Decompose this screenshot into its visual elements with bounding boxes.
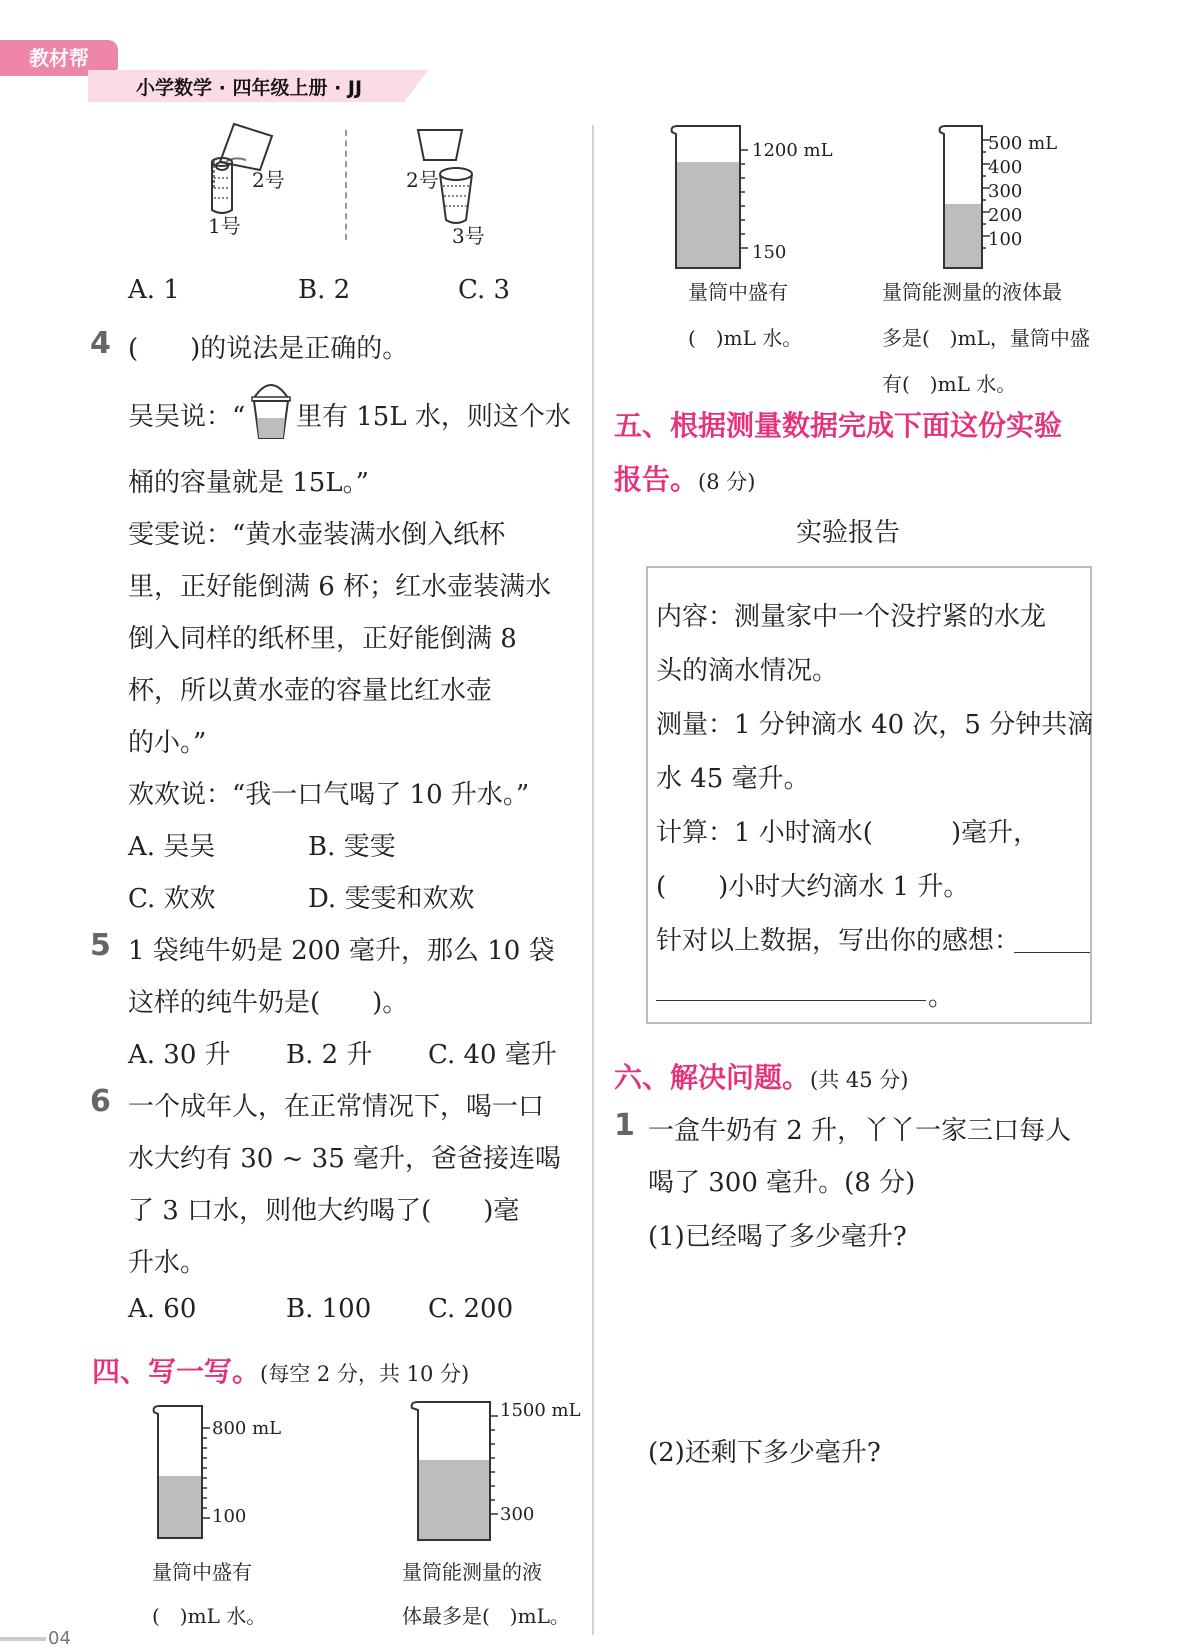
s6-q1-number: 1 bbox=[614, 1108, 635, 1143]
section5-title-cont: 报告。(8 分) bbox=[614, 463, 756, 496]
cyl3-caption: 量筒中盛有 bbox=[688, 280, 788, 304]
cyl2-caption: 量筒能测量的液 bbox=[402, 1560, 542, 1584]
section4-title: 四、写一写。(每空 2 分，共 10 分) bbox=[92, 1355, 470, 1388]
q6-option-c[interactable]: C. 200 bbox=[428, 1294, 514, 1324]
q6-line: 水大约有 30 ~ 35 毫升，爸爸接连喝 bbox=[128, 1144, 562, 1174]
cyl2-bottom-label: 300 bbox=[500, 1504, 535, 1525]
label-cup-3: 3号 bbox=[452, 224, 485, 248]
q3-option-c[interactable]: C. 3 bbox=[458, 275, 511, 305]
answer-line[interactable] bbox=[1014, 952, 1090, 953]
report-line: 内容：测量家中一个没拧紧的水龙 bbox=[656, 602, 1047, 632]
report-line: ( )小时大约滴水 1 升。 bbox=[656, 872, 970, 902]
q6-option-b[interactable]: B. 100 bbox=[286, 1294, 372, 1324]
cyl4-tick-label: 200 bbox=[988, 205, 1023, 226]
q4-line: 欢欢说：“我一口气喝了 10 升水。” bbox=[128, 780, 530, 810]
q4-option-b[interactable]: B. 雯雯 bbox=[308, 832, 396, 862]
q5-option-b[interactable]: B. 2 升 bbox=[286, 1040, 373, 1070]
brand-tag: 教材帮 bbox=[0, 40, 118, 76]
q3-option-b[interactable]: B. 2 bbox=[298, 275, 351, 305]
cyl4-caption-blank: 有( )mL 水。 bbox=[882, 372, 1017, 396]
q5-number: 5 bbox=[90, 928, 111, 963]
cyl4-tick-label: 300 bbox=[988, 181, 1023, 202]
q5-option-a[interactable]: A. 30 升 bbox=[128, 1040, 231, 1070]
q4-line: 杯，所以黄水壶的容量比红水壶 bbox=[128, 676, 493, 706]
s6-q1-sub1: (1)已经喝了多少毫升? bbox=[648, 1222, 907, 1252]
q6-option-a[interactable]: A. 60 bbox=[128, 1294, 197, 1324]
cyl4-caption: 量筒能测量的液体最 bbox=[882, 280, 1062, 304]
cyl1-caption-blank: ( )mL 水。 bbox=[152, 1604, 267, 1628]
q4-stem: ( )的说法是正确的。 bbox=[128, 334, 409, 364]
s6-q1-sub2: (2)还剩下多少毫升? bbox=[648, 1438, 881, 1468]
page-number: 04 bbox=[48, 1628, 71, 1649]
s6-q1-line: 一盒牛奶有 2 升，丫丫一家三口每人 bbox=[648, 1116, 1072, 1146]
measuring-cylinder-4 bbox=[936, 124, 992, 272]
answer-line[interactable] bbox=[656, 1000, 926, 1001]
q4-line: 雯雯说：“黄水壶装满水倒入纸杯 bbox=[128, 520, 506, 550]
cyl1-top-label: 800 mL bbox=[212, 1418, 282, 1439]
measuring-cylinder-3 bbox=[668, 124, 752, 272]
section5-title: 五、根据测量数据完成下面这份实验 bbox=[614, 409, 1063, 442]
cyl3-caption-blank: ( )mL 水。 bbox=[688, 326, 803, 350]
q6-line: 升水。 bbox=[128, 1248, 207, 1278]
q4-line: 里，正好能倒满 6 杯；红水壶装满水 bbox=[128, 572, 552, 602]
q4-line: 桶的容量就是 15L。” bbox=[128, 468, 369, 498]
cyl1-bottom-label: 100 bbox=[212, 1506, 247, 1527]
q4-line: 里有 15L 水，则这个水 bbox=[296, 402, 571, 432]
cyl4-tick-label: 400 bbox=[988, 157, 1023, 178]
measuring-cylinder-2 bbox=[408, 1400, 500, 1546]
q3-separator bbox=[345, 130, 347, 240]
report-line: 针对以上数据，写出你的感想： bbox=[656, 926, 1021, 956]
cyl3-top-label: 1200 mL bbox=[752, 140, 833, 161]
q4-option-a[interactable]: A. 吴吴 bbox=[128, 832, 216, 862]
q6-line: 了 3 口水，则他大约喝了( )毫 bbox=[128, 1196, 520, 1226]
q4-line: 吴吴说：“ bbox=[128, 402, 246, 432]
q4-line: 倒入同样的纸杯里，正好能倒满 8 bbox=[128, 624, 517, 654]
cyl3-bottom-label: 150 bbox=[752, 242, 787, 263]
label-cup-2b: 2号 bbox=[406, 168, 439, 192]
label-cyl-1: 1号 bbox=[208, 214, 241, 238]
page-bar bbox=[0, 1637, 46, 1641]
column-divider bbox=[592, 125, 594, 1635]
bucket-icon bbox=[248, 378, 294, 442]
q5-option-c[interactable]: C. 40 毫升 bbox=[428, 1040, 557, 1070]
cyl4-tick-label: 500 mL bbox=[988, 133, 1058, 154]
subject-title: 小学数学 · 四年级上册 · JJ bbox=[136, 77, 363, 99]
cyl2-caption-blank: 体最多是( )mL。 bbox=[402, 1604, 570, 1628]
report-line: 水 45 毫升。 bbox=[656, 764, 810, 794]
q6-number: 6 bbox=[90, 1084, 111, 1119]
q4-option-c[interactable]: C. 欢欢 bbox=[128, 884, 216, 914]
report-title: 实验报告 bbox=[796, 518, 901, 548]
cyl1-caption: 量筒中盛有 bbox=[152, 1560, 252, 1584]
q6-line: 一个成年人，在正常情况下，喝一口 bbox=[128, 1092, 545, 1122]
report-line: 头的滴水情况。 bbox=[656, 656, 839, 686]
cyl4-tick-label: 100 bbox=[988, 229, 1023, 250]
report-end-mark: 。 bbox=[928, 982, 955, 1012]
q5-line: 1 袋纯牛奶是 200 毫升，那么 10 袋 bbox=[128, 936, 555, 966]
measuring-cylinder-1 bbox=[150, 1404, 210, 1544]
q4-option-d[interactable]: D. 雯雯和欢欢 bbox=[308, 884, 475, 914]
q4-line: 的小。” bbox=[128, 728, 207, 758]
report-line: 计算：1 小时滴水( )毫升， bbox=[656, 818, 1040, 848]
cyl2-top-label: 1500 mL bbox=[500, 1400, 581, 1421]
label-cup-2: 2号 bbox=[252, 168, 285, 192]
q4-number: 4 bbox=[90, 326, 111, 361]
q3-option-a[interactable]: A. 1 bbox=[128, 275, 180, 305]
q5-line: 这样的纯牛奶是( )。 bbox=[128, 988, 409, 1018]
section6-title: 六、解决问题。(共 45 分) bbox=[614, 1061, 909, 1094]
s6-q1-line: 喝了 300 毫升。(8 分) bbox=[648, 1168, 916, 1198]
report-line: 测量：1 分钟滴水 40 次，5 分钟共滴 bbox=[656, 710, 1094, 740]
cyl4-caption-blank: 多是( )mL，量筒中盛 bbox=[882, 326, 1090, 350]
